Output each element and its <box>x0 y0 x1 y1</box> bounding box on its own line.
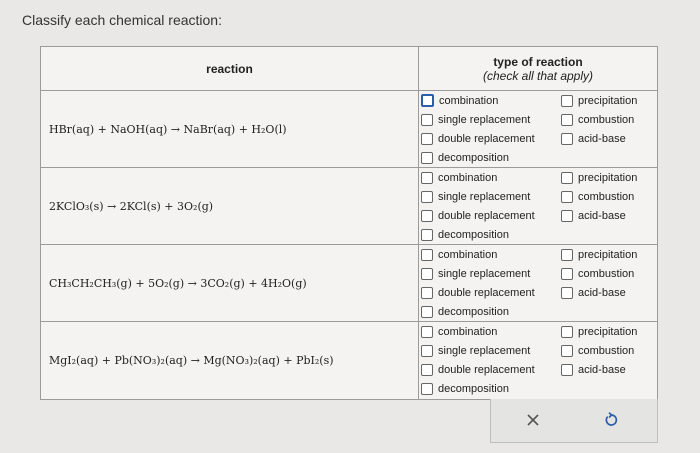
clear-button[interactable] <box>513 407 553 433</box>
option-decomposition[interactable] <box>421 379 509 398</box>
checkbox[interactable] <box>561 268 573 280</box>
option-combination[interactable] <box>421 91 498 110</box>
option-combustion[interactable] <box>561 341 634 360</box>
option-double-replacement[interactable] <box>421 206 535 225</box>
option-label: combustion <box>578 267 635 280</box>
option-label: combustion <box>578 190 635 203</box>
reaction-row-1 <box>41 91 657 168</box>
option-single-replacement[interactable] <box>421 341 530 360</box>
option-decomposition[interactable] <box>421 302 509 321</box>
option-acid-base[interactable] <box>561 206 626 225</box>
option-label: acid-base <box>578 363 626 376</box>
option-label: double replacement <box>438 132 535 145</box>
table-header <box>41 47 657 91</box>
option-precipitation[interactable] <box>561 168 637 187</box>
question-prompt: Classify each chemical reaction: <box>22 12 222 28</box>
type-options <box>421 322 657 398</box>
option-double-replacement[interactable] <box>421 129 535 148</box>
reaction-row-3 <box>41 245 657 322</box>
undo-icon <box>603 412 619 428</box>
option-combination[interactable] <box>421 168 497 187</box>
undo-button[interactable] <box>591 407 631 433</box>
option-label: combination <box>438 325 498 338</box>
header-type-title: type of reaction <box>493 54 583 69</box>
option-label: double replacement <box>438 209 535 222</box>
option-combustion[interactable] <box>561 187 634 206</box>
reaction-table <box>40 46 658 400</box>
checkbox[interactable] <box>421 249 433 261</box>
option-label: acid-base <box>578 286 626 299</box>
reaction-row-4 <box>41 322 657 398</box>
option-label: single replacement <box>438 267 531 280</box>
answer-toolbar <box>490 399 658 443</box>
checkbox[interactable] <box>421 114 433 126</box>
option-single-replacement[interactable] <box>421 110 530 129</box>
option-acid-base[interactable] <box>561 283 626 302</box>
checkbox[interactable] <box>421 364 433 376</box>
option-acid-base[interactable] <box>561 360 626 379</box>
option-label: precipitation <box>578 171 638 184</box>
checkbox[interactable] <box>421 152 433 164</box>
checkbox[interactable] <box>561 249 573 261</box>
type-options <box>421 245 657 321</box>
option-combustion[interactable] <box>561 110 634 129</box>
checkbox[interactable] <box>561 326 573 338</box>
option-single-replacement[interactable] <box>421 264 530 283</box>
checkbox[interactable] <box>561 345 573 357</box>
checkbox[interactable] <box>421 94 434 107</box>
checkbox[interactable] <box>421 326 433 338</box>
option-label: precipitation <box>578 325 638 338</box>
header-reaction: reaction <box>206 61 253 76</box>
option-combustion[interactable] <box>561 264 634 283</box>
option-label: single replacement <box>438 113 531 126</box>
option-label: combustion <box>578 344 635 357</box>
option-label: acid-base <box>578 132 626 145</box>
checkbox[interactable] <box>421 345 433 357</box>
type-options <box>421 168 657 244</box>
option-label: double replacement <box>438 286 535 299</box>
option-label: decomposition <box>438 382 509 395</box>
option-label: single replacement <box>438 344 531 357</box>
option-label: acid-base <box>578 209 626 222</box>
checkbox[interactable] <box>561 133 573 145</box>
option-combination[interactable] <box>421 322 497 341</box>
option-double-replacement[interactable] <box>421 360 535 379</box>
checkbox[interactable] <box>561 364 573 376</box>
checkbox[interactable] <box>561 172 573 184</box>
option-decomposition[interactable] <box>421 148 509 167</box>
option-label: combustion <box>578 113 635 126</box>
checkbox[interactable] <box>421 229 433 241</box>
reaction-equation: HBr(aq) + NaOH(aq) → NaBr(aq) + H₂O(l) <box>49 122 287 136</box>
option-label: combination <box>439 94 499 107</box>
option-precipitation[interactable] <box>561 245 637 264</box>
checkbox[interactable] <box>421 210 433 222</box>
reaction-equation: CH₃CH₂CH₃(g) + 5O₂(g) → 3CO₂(g) + 4H₂O(g) <box>49 276 307 290</box>
option-precipitation[interactable] <box>561 322 637 341</box>
checkbox[interactable] <box>561 191 573 203</box>
option-combination[interactable] <box>421 245 497 264</box>
checkbox[interactable] <box>421 268 433 280</box>
column-divider <box>418 47 419 399</box>
type-options <box>421 91 657 167</box>
option-label: decomposition <box>438 305 509 318</box>
reaction-equation: MgI₂(aq) + Pb(NO₃)₂(aq) → Mg(NO₃)₂(aq) + PbI₂(s) <box>49 353 334 367</box>
header-type-hint: (check all that apply) <box>482 68 594 83</box>
option-label: double replacement <box>438 363 535 376</box>
option-single-replacement[interactable] <box>421 187 530 206</box>
option-acid-base[interactable] <box>561 129 626 148</box>
option-label: combination <box>438 171 498 184</box>
option-label: precipitation <box>578 94 638 107</box>
reaction-equation: 2KClO₃(s) → 2KCl(s) + 3O₂(g) <box>49 199 214 213</box>
option-double-replacement[interactable] <box>421 283 535 302</box>
checkbox[interactable] <box>421 172 433 184</box>
checkbox[interactable] <box>421 287 433 299</box>
checkbox[interactable] <box>561 210 573 222</box>
checkbox[interactable] <box>561 287 573 299</box>
checkbox[interactable] <box>561 95 573 107</box>
header-type <box>419 47 657 90</box>
option-label: combination <box>438 248 498 261</box>
option-decomposition[interactable] <box>421 225 509 244</box>
option-label: single replacement <box>438 190 531 203</box>
x-icon <box>526 413 540 427</box>
checkbox[interactable] <box>421 133 433 145</box>
option-precipitation[interactable] <box>561 91 637 110</box>
option-label: decomposition <box>438 228 509 241</box>
checkbox[interactable] <box>421 306 433 318</box>
checkbox[interactable] <box>561 114 573 126</box>
option-label: precipitation <box>578 248 638 261</box>
checkbox[interactable] <box>421 191 433 203</box>
option-label: decomposition <box>438 151 509 164</box>
reaction-row-2 <box>41 168 657 245</box>
checkbox[interactable] <box>421 383 433 395</box>
